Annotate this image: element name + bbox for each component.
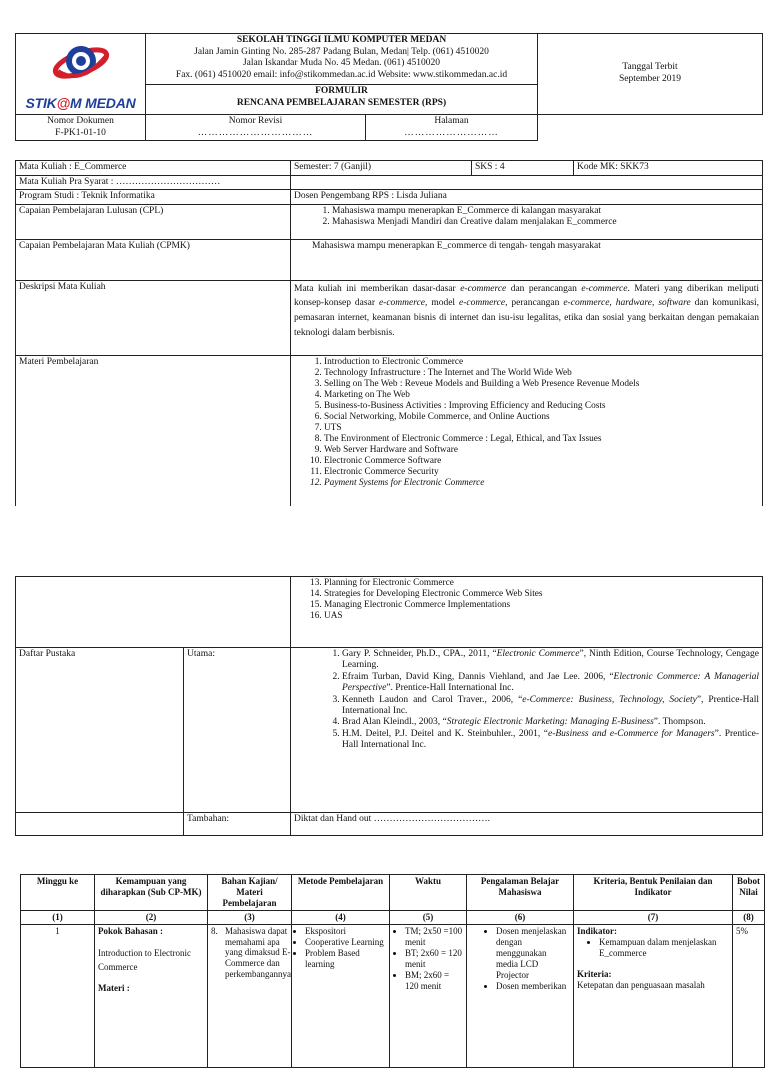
form-label: FORMULIR xyxy=(315,86,368,96)
revision-label: Nomor Revisi xyxy=(228,116,283,126)
materi-item: 1. Introduction to Electronic Commerce xyxy=(324,357,759,368)
method-item: • Problem Based learning xyxy=(305,948,386,970)
method-item: • Ekspositori xyxy=(305,926,386,937)
tambahan-label: Tambahan: xyxy=(184,813,291,836)
cpl-label: Capaian Pembelajaran Lulusan (CPL) xyxy=(16,204,291,239)
tambahan-empty xyxy=(16,813,184,836)
ability-cell xyxy=(95,924,208,1067)
materi-item: 13. Planning for Electronic Commerce xyxy=(324,578,759,589)
reference-item: 4. Brad Alan Kleindl., 2003, “Strategic Electronic Marketing: Managing E-Business”. Thompson. xyxy=(342,717,759,728)
course-program: Program Studi : Teknik Informatika xyxy=(16,190,291,205)
doc-number-label: Nomor Dokumen xyxy=(47,116,114,126)
references xyxy=(291,648,763,813)
issue-date-cell xyxy=(538,34,763,115)
logo-wordmark: STIK@M MEDAN xyxy=(25,94,136,111)
address-line-3: Fax. (061) 4510020 email: info@stikommedan.ac.id Website: www.stikommedan.ac.id xyxy=(175,69,508,80)
reference-item: 3. Kenneth Laudon and Carol Traver., 2006, “e-Commerce: Business, Technology, Society”, Prentice-Hall International Inc. xyxy=(342,695,759,718)
materi-continued xyxy=(291,577,763,648)
col-header-material: Bahan Kajian/ Materi Pembelajaran xyxy=(208,875,292,911)
reference-item: 1. Gary P. Schneider, Ph.D., CPA., 2011, “Electronic Commerce”, Ninth Edition, Course Technology, Cengage Learning. xyxy=(342,649,759,672)
materi-item: 7. UTS xyxy=(324,423,759,434)
stikom-logo-icon xyxy=(48,36,114,90)
method-cell xyxy=(292,924,390,1067)
cpmk-content: Mahasiswa mampu menerapkan E_commerce di tengah- tengah masyarakat xyxy=(291,239,763,280)
experience-cell xyxy=(467,924,574,1067)
time-item: • BM; 2x60 = 120 menit xyxy=(405,970,463,992)
course-semester: Semester: 7 (Ganjil) xyxy=(291,161,472,176)
materi-item: 2. Technology Infrastructure : The Internet and The World Wide Web xyxy=(324,368,759,379)
col-header-week: Minggu ke xyxy=(21,875,95,911)
address-line-2: Jalan Iskandar Muda No. 45 Medan. (061) 4510020 xyxy=(242,58,441,69)
cpl-item: 2. Mahasiswa Menjadi Mandiri dan Creative dalam menjalakan E_commerce xyxy=(332,217,759,229)
col-number: (5) xyxy=(390,910,467,924)
experience-item: • Dosen menjelaskan dengan menggunakan media LCD Projector xyxy=(496,926,570,981)
cpl-content xyxy=(291,204,763,239)
reference-item: 2. Efraim Turban, David King, Dannis Viehland, and Jae Lee. 2006, “Electronic Commerce: A Managerial Perspective”. Prentice-Hall International Inc. xyxy=(342,672,759,695)
materi-item: 11. Electronic Commerce Security xyxy=(324,467,759,478)
reference-item: 5. H.M. Deitel, P.J. Deitel and K. Steinbuhler., 2001, “e-Business and e-Commerce for Managers”. Prentice-Hall International Inc. xyxy=(342,729,759,752)
schedule-table xyxy=(20,874,765,1068)
page-number-cell xyxy=(366,115,538,141)
materi-item: 9. Web Server Hardware and Software xyxy=(324,445,759,456)
materi-item: 6. Social Networking, Mobile Commerce, and Online Auctions xyxy=(324,412,759,423)
materi-item: 10. Electronic Commerce Software xyxy=(324,456,759,467)
course-name: Mata Kuliah : E_Commerce xyxy=(16,161,291,176)
doc-number: F-PK1-01-10 xyxy=(55,127,106,138)
col-header-criteria: Kriteria, Bentuk Penilaian dan Indikator xyxy=(574,875,733,911)
address-line-1: Jalan Jamin Ginting No. 285-287 Padang Bulan, Medan| Telp. (061) 4510020 xyxy=(194,46,489,57)
cpmk-label: Capaian Pembelajaran Mata Kuliah (CPMK) xyxy=(16,239,291,280)
kriteria-label: Kriteria: xyxy=(577,968,612,979)
week-number: 1 xyxy=(21,924,95,1067)
pokok-content: Introduction to Electronic Commerce xyxy=(98,947,191,972)
materi-label: Materi Pembelajaran xyxy=(16,355,291,506)
time-item: • TM; 2x50 =100 menit xyxy=(405,926,463,948)
col-header-time: Waktu xyxy=(390,875,467,911)
logo-cell xyxy=(16,34,146,115)
indikator-label: Indikator: xyxy=(577,925,618,936)
materi-item: 4. Marketing on The Web xyxy=(324,390,759,401)
col-number: (7) xyxy=(574,910,733,924)
col-number: (8) xyxy=(733,910,765,924)
utama-label: Utama: xyxy=(184,648,291,813)
form-title-block xyxy=(146,85,538,115)
pokok-label: Pokok Bahasan : xyxy=(98,925,164,936)
page-value: ……………………… xyxy=(404,127,499,138)
material-cell: 8. Mahasiswa dapat memahami apa yang dimaksud E-Commerce dan perkembangannya xyxy=(208,924,292,1067)
col-number: (2) xyxy=(95,910,208,924)
time-cell xyxy=(390,924,467,1067)
col-header-ability: Kemampuan yang diharapkan (Sub CP-MK) xyxy=(95,875,208,911)
materi-item: 16. UAS xyxy=(324,611,759,622)
cpl-item: 1. Mahasiswa mampu menerapkan E_Commerce di kalangan masyarakat xyxy=(332,206,759,218)
time-item: • BT; 2x60 = 120 menit xyxy=(405,948,463,970)
form-title: RENCANA PEMBELAJARAN SEMESTER (RPS) xyxy=(236,97,447,108)
col-header-weight: Bobot Nilai xyxy=(733,875,765,911)
col-number: (4) xyxy=(292,910,390,924)
materi-continued-label xyxy=(16,577,291,648)
kriteria-content: Ketepatan dan penguasaan masalah xyxy=(577,979,705,990)
indikator-item: • Kemampuan dalam menjelaskan E_commerce xyxy=(599,937,729,959)
course-code: Kode MK: SKK73 xyxy=(574,161,763,176)
col-number: (1) xyxy=(21,910,95,924)
col-header-method: Metode Pembelajaran xyxy=(292,875,390,911)
experience-item: • Dosen memberikan xyxy=(496,981,570,992)
page2-table xyxy=(15,576,763,836)
materi-row-label: Materi : xyxy=(98,982,130,993)
course-lecturer: Dosen Pengembang RPS : Lisda Juliana xyxy=(291,190,763,205)
course-sks: SKS : 4 xyxy=(472,161,574,176)
header-empty-cell xyxy=(538,115,763,141)
issue-date: September 2019 xyxy=(618,74,681,84)
institution-name: SEKOLAH TINGGI ILMU KOMPUTER MEDAN xyxy=(236,35,447,45)
method-item: • Cooperative Learning xyxy=(305,937,386,948)
description-content: Mata kuliah ini memberikan dasar-dasar e-commerce dan perancangan e-commerce. Materi yang diberikan meliputi konsep-konsep dasar e-commerce, model e-commerce, perancangan e-commerce, hardware, software dan komunikasi, pemasaran internet, keamanan bisnis di internet dan isu-isu legalitas, etika dan sosial yang berkaitan dengan pemakaian teknologi dalam berbisnis. xyxy=(291,280,763,355)
materi-item: 14. Strategies for Developing Electronic Commerce Web Sites xyxy=(324,589,759,600)
materi-item: 15. Managing Electronic Commerce Implementations xyxy=(324,600,759,611)
description-label: Deskripsi Mata Kuliah xyxy=(16,280,291,355)
materi-item: 12. Payment Systems for Electronic Commerce xyxy=(324,478,759,489)
table-row xyxy=(21,924,765,1067)
materi-item: 8. The Environment of Electronic Commerce : Legal, Ethical, and Tax Issues xyxy=(324,434,759,445)
doc-number-cell xyxy=(16,115,146,141)
weight-cell: 5% xyxy=(733,924,765,1067)
pustaka-label: Daftar Pustaka xyxy=(16,648,184,813)
course-prereq: Mata Kuliah Pra Syarat : …………………………… xyxy=(16,175,291,190)
col-number: (3) xyxy=(208,910,292,924)
tambahan-content: Diktat dan Hand out ………………………………. xyxy=(291,813,763,836)
prereq-empty xyxy=(291,175,763,190)
materi-content xyxy=(291,355,763,506)
material-text: Mahasiswa dapat memahami apa yang dimaksud E-Commerce dan perkembangannya xyxy=(225,925,291,980)
issue-label: Tanggal Terbit xyxy=(622,62,678,73)
col-number: (6) xyxy=(467,910,574,924)
criteria-cell xyxy=(574,924,733,1067)
revision-value: …………………………… xyxy=(197,127,314,138)
materi-item: 5. Business-to-Business Activities : Improving Efficiency and Reducing Costs xyxy=(324,401,759,412)
materi-item: 3. Selling on The Web : Reveue Models and Building a Web Presence Revenue Models xyxy=(324,379,759,390)
institution-block xyxy=(146,34,538,85)
col-header-experience: Pengalaman Belajar Mahasiswa xyxy=(467,875,574,911)
course-info-table xyxy=(15,160,763,506)
revision-cell xyxy=(146,115,366,141)
page-label: Halaman xyxy=(434,116,469,126)
document-header xyxy=(15,33,763,141)
